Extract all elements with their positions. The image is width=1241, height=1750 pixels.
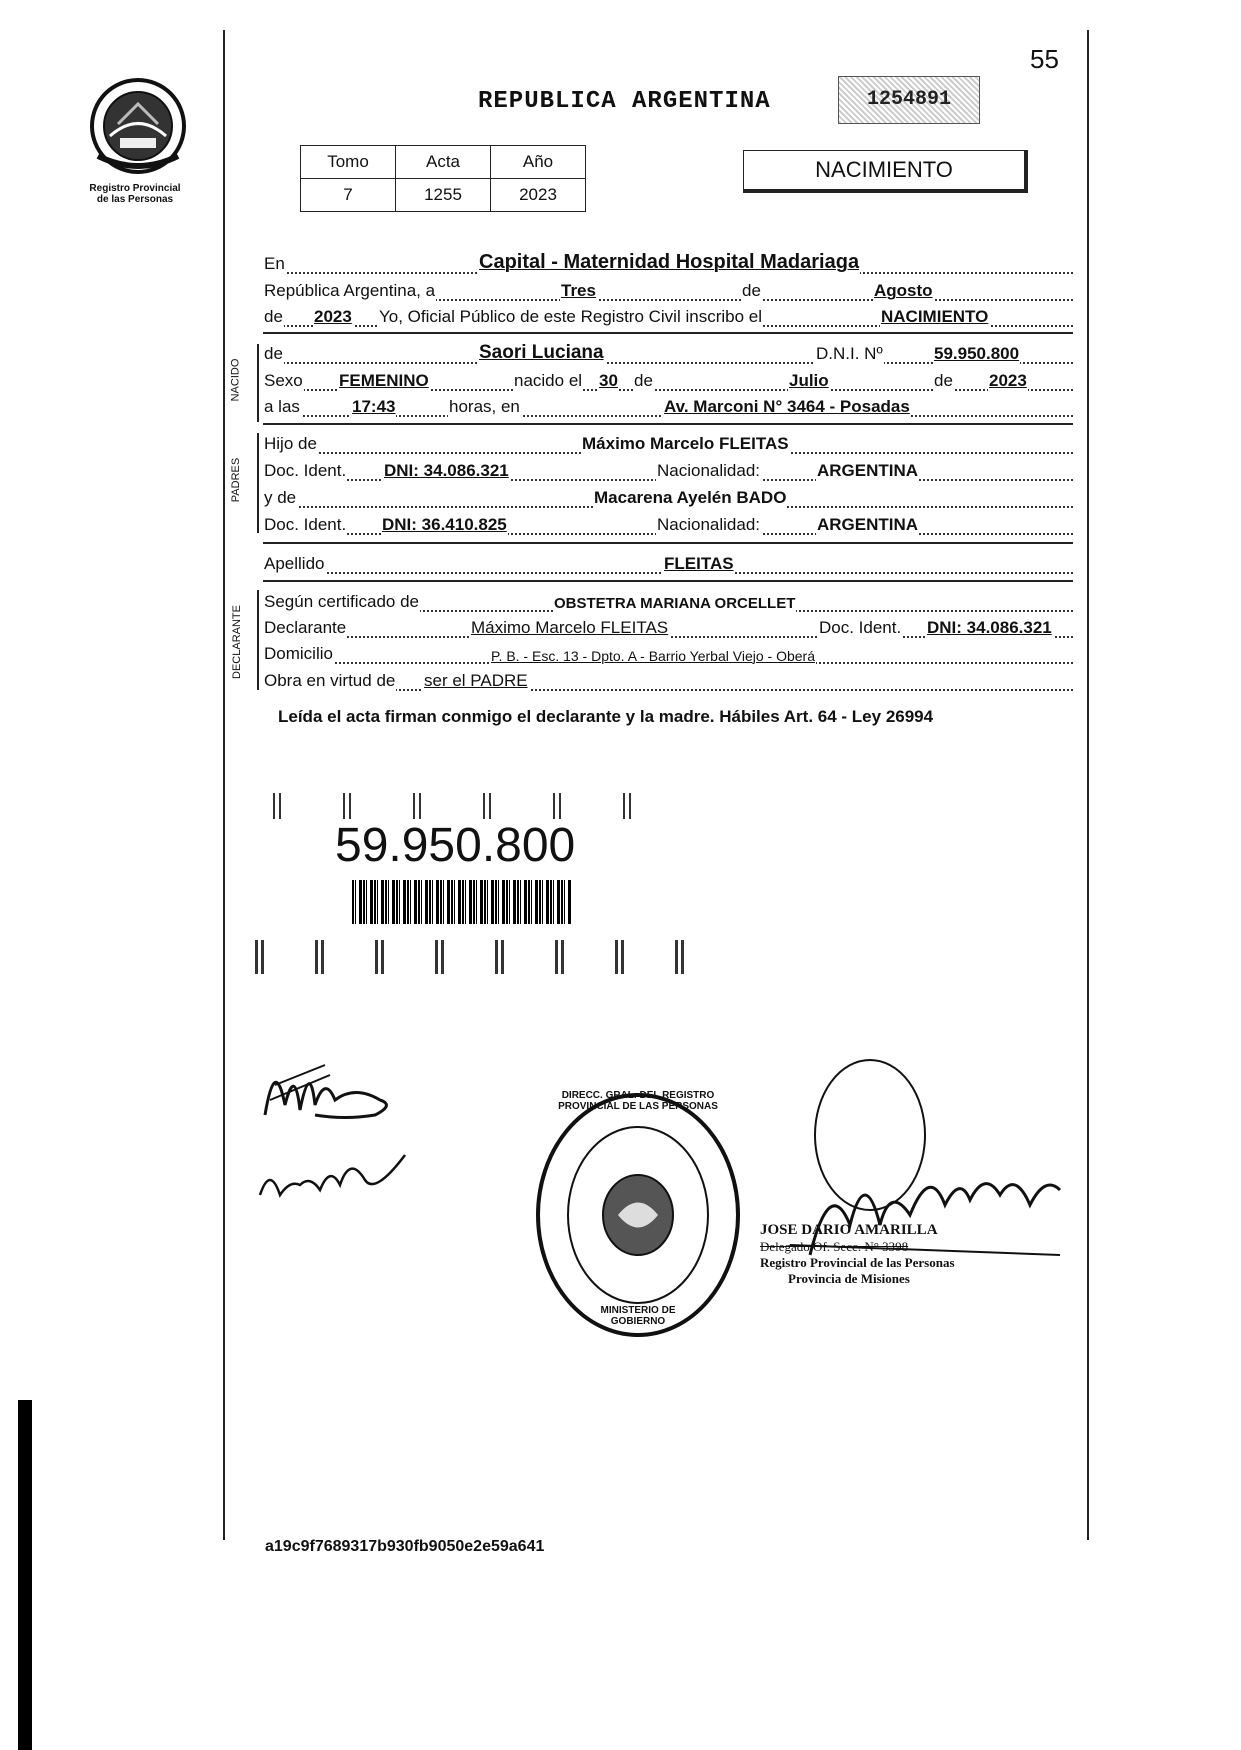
mother-name: Macarena Ayelén BADO [594, 488, 787, 507]
apellido-label: Apellido [264, 554, 325, 573]
nacido-bracket [257, 344, 259, 422]
record-table-value: 2023 [491, 179, 586, 212]
father-name: Máximo Marcelo FLEITAS [582, 434, 789, 453]
row-obra [263, 667, 1073, 695]
dni-label: D.N.I. Nº [816, 344, 883, 363]
official-stamp [760, 1222, 1030, 1287]
record-table-header-row [301, 146, 586, 179]
seal-ring-text: DIRECC. GRAL. DEL REGISTRO PROVINCIAL DE LAS PERSONAS [558, 1090, 718, 1112]
right-margin-line [1087, 30, 1089, 1540]
separator [263, 580, 1073, 582]
doc-ident-label-3: Doc. Ident. [819, 618, 902, 637]
scan-edge-bar [18, 1400, 32, 1750]
row-mother-doc [263, 511, 1073, 539]
a-las-label: a las [264, 397, 300, 416]
child-name: Saori Luciana [479, 342, 604, 363]
declarante-label: Declarante [264, 618, 347, 637]
separator [263, 423, 1073, 425]
yo-text: Yo, Oficial Público de este Registro Civil inscribo el [379, 307, 762, 326]
inscribo-type: NACIMIENTO [881, 307, 989, 326]
obra-label: Obra en virtud de [264, 671, 396, 690]
declarant-name: Máximo Marcelo FLEITAS [471, 618, 669, 637]
mother-nationality: ARGENTINA [817, 515, 919, 534]
birth-month: Julio [789, 371, 829, 390]
row-surname [263, 550, 1073, 578]
mother-dni: DNI: 36.410.825 [382, 515, 507, 534]
barcode [352, 880, 572, 924]
declarante-side-label: DECLARANTE [230, 605, 243, 679]
de-name-label: de [264, 344, 283, 363]
year-value: 2023 [314, 307, 352, 326]
father-nationality: ARGENTINA [817, 461, 919, 480]
hijo-label: Hijo de [264, 434, 317, 453]
record-table [300, 145, 586, 212]
address-value: P. B. - Esc. 13 - Dpto. A - Barrio Yerbal Viejo - Oberá [491, 648, 815, 664]
nacido-side-label: NACIDO [229, 358, 242, 402]
stamp-number: 1254891 [839, 77, 979, 123]
doc-ident-label: Doc. Ident. [264, 461, 347, 480]
seal-inner-text: MINISTERIO DE GOBIERNO [600, 1305, 676, 1327]
father-dni: DNI: 34.086.321 [384, 461, 509, 480]
day-word: Tres [561, 281, 596, 300]
y-de-label: y de [264, 488, 297, 507]
row-place [263, 250, 1073, 278]
row-father [263, 430, 1073, 458]
row-mother [263, 484, 1073, 512]
document-title: REPUBLICA ARGENTINA [478, 88, 771, 115]
official-province: Provincia de Misiones [788, 1271, 910, 1286]
row-certificate [263, 588, 1073, 616]
page-number: 55 [1030, 44, 1059, 74]
row-child-name [263, 340, 1073, 368]
separator [263, 542, 1073, 544]
provincial-logo [88, 76, 188, 176]
official-name: JOSE DARIO AMARILLA [760, 1222, 938, 1238]
birth-time: 17:43 [352, 397, 396, 416]
official-role: Delegado Of. Secc. N° 3398 [760, 1239, 909, 1254]
separator [263, 332, 1073, 334]
sexo-value: FEMENINO [339, 371, 429, 390]
document-hash: a19c9f7689317b930fb9050e2e59a641 [265, 1538, 545, 1555]
child-dni: 59.950.800 [934, 344, 1020, 363]
row-time-place [263, 393, 1073, 421]
declarant-dni: DNI: 34.086.321 [927, 618, 1052, 637]
logo-caption-line2: de las Personas [96, 194, 174, 205]
security-pattern-top [255, 793, 685, 819]
security-pattern-bottom [255, 940, 695, 974]
row-address [263, 640, 1073, 668]
birth-year: 2023 [989, 371, 1027, 390]
logo-caption-line1: Registro Provincial [89, 183, 181, 194]
horas-label: horas, en [449, 397, 520, 416]
closing-note: Leída el acta firman conmigo el declarante y la madre. Hábiles Art. 64 - Ley 26994 [278, 707, 934, 726]
de-label-2: de [634, 371, 653, 390]
birth-place: Av. Marconi N° 3464 - Posadas [664, 397, 910, 416]
declarante-bracket [257, 590, 259, 690]
month-word: Agosto [874, 281, 933, 300]
record-table-value: 7 [301, 179, 396, 212]
official-seal [533, 1090, 743, 1340]
padres-bracket [257, 433, 259, 533]
official-org: Registro Provincial de las Personas [760, 1255, 955, 1270]
domicilio-label: Domicilio [264, 644, 333, 663]
record-table-header: Tomo [301, 146, 396, 179]
nacionalidad-label: Nacionalidad: [657, 461, 761, 480]
birth-day: 30 [599, 371, 618, 390]
record-table-value: 1255 [396, 179, 491, 212]
sexo-label: Sexo [264, 371, 303, 390]
row-date [263, 277, 1073, 305]
row-sex-birth [263, 367, 1073, 395]
record-table-header: Acta [396, 146, 491, 179]
obra-value: ser el PADRE [424, 671, 528, 690]
doc-ident-label-2: Doc. Ident. [264, 515, 347, 534]
nacionalidad-label-2: Nacionalidad: [657, 515, 761, 534]
padres-side-label: PADRES [230, 457, 243, 503]
logo-caption [60, 183, 210, 205]
certificate-by: OBSTETRA MARIANA ORCELLET [554, 595, 796, 612]
record-table-header: Año [491, 146, 586, 179]
row-declarant [263, 614, 1073, 642]
row-inscribe [263, 303, 1073, 331]
record-table-value-row [301, 179, 586, 212]
row-father-doc [263, 457, 1073, 485]
dni-big-number: 59.950.800 [335, 819, 576, 872]
security-stamp [838, 76, 980, 124]
record-type-box: NACIMIENTO [743, 150, 1028, 193]
left-margin-line [223, 30, 225, 1540]
segun-label: Según certificado de [264, 592, 419, 611]
republica-label: República Argentina, a [264, 281, 436, 300]
en-label: En [264, 254, 285, 273]
place-value: Capital - Maternidad Hospital Madariaga [479, 251, 860, 273]
de-label: de [742, 281, 761, 300]
nacido-label: nacido el [514, 371, 583, 390]
declarant-signature [255, 1045, 445, 1225]
de-label-3: de [934, 371, 953, 390]
year-label: de [264, 307, 283, 326]
surname-value: FLEITAS [664, 554, 734, 573]
